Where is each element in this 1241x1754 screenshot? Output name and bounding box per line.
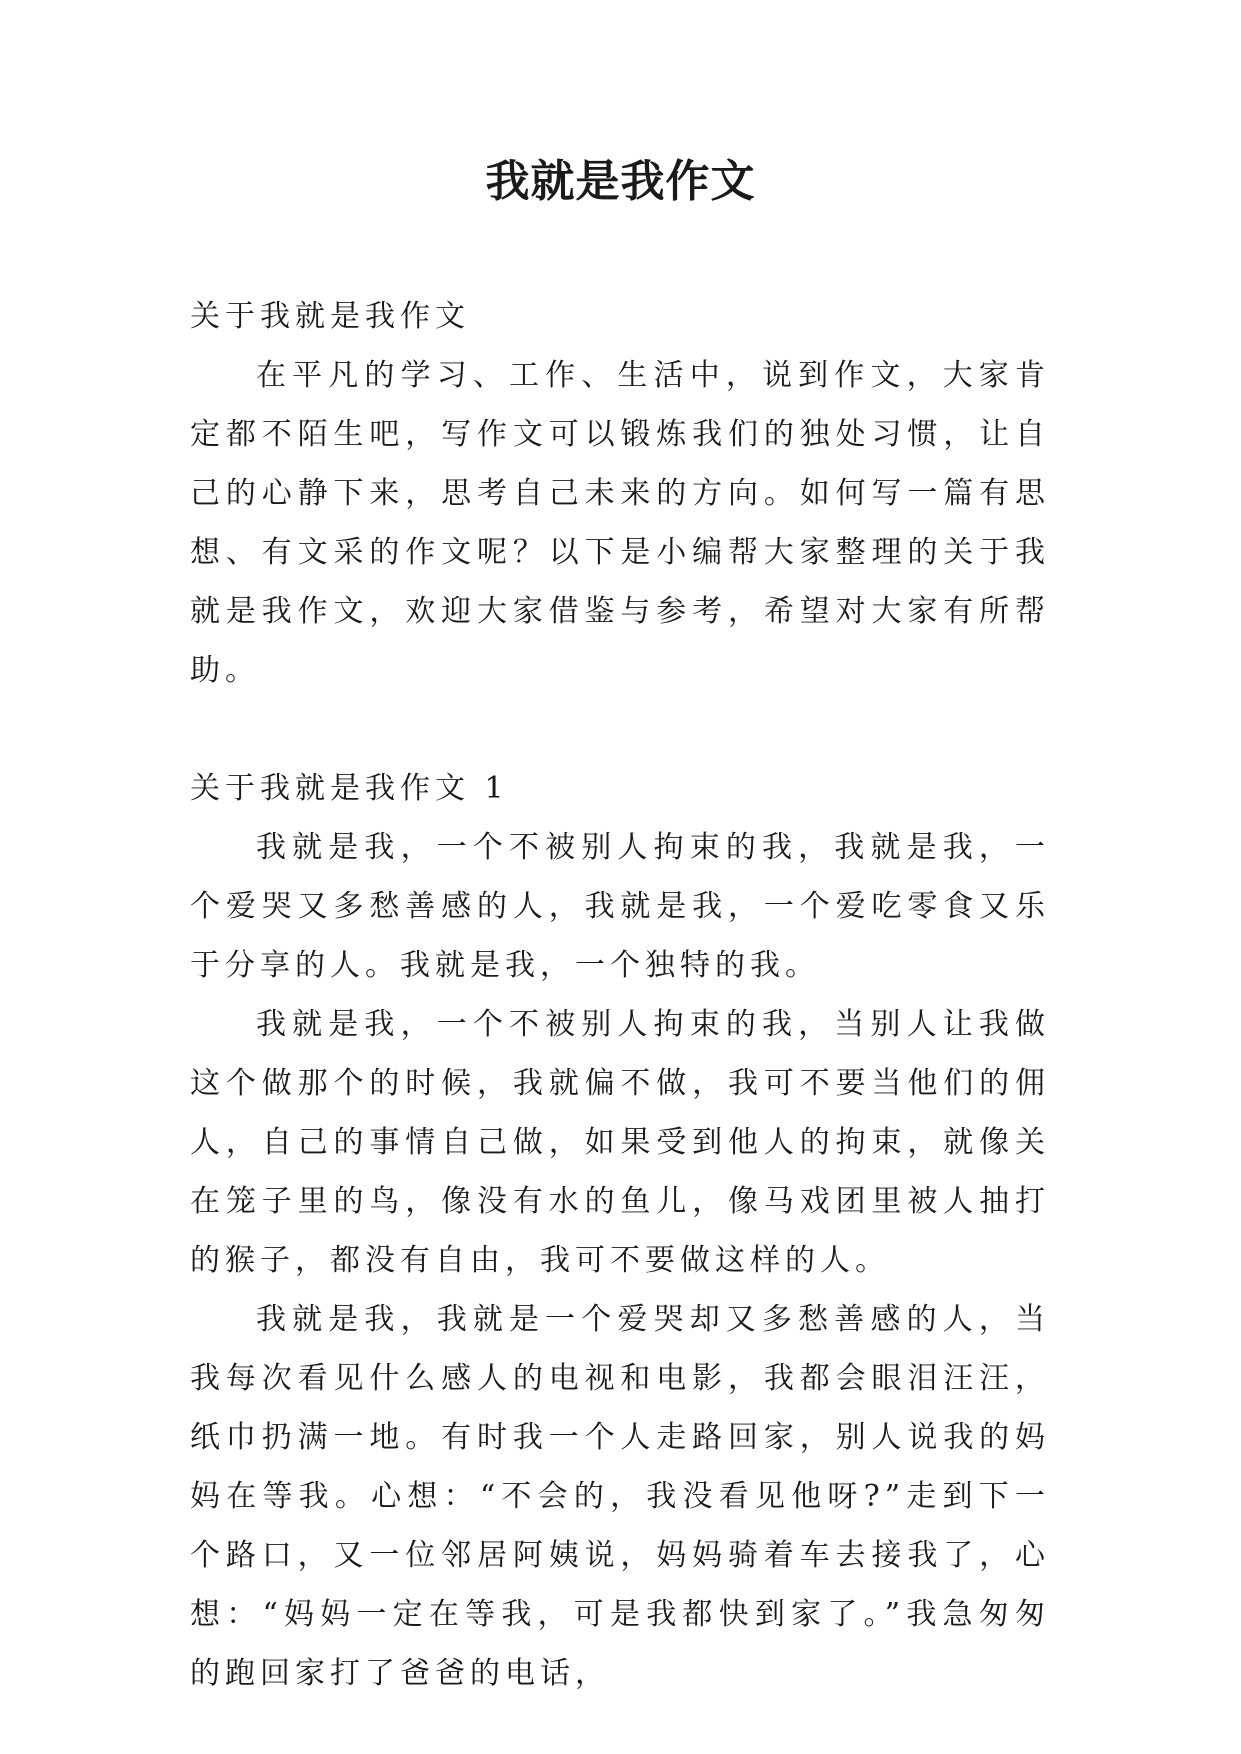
body-paragraph-1: 我就是我，一个不被别人拘束的我，我就是我，一个爱哭又多愁善感的人，我就是我，一个爱吃零食又乐于分享的人。我就是我，一个独特的我。 [190,830,1050,983]
page-title: 我就是我作文 [485,156,756,207]
body-paragraph-3: 我就是我，我就是一个爱哭却又多愁善感的人，当我每次看见什么感人的电视和电影，我都会眼泪汪汪，纸巾扔满一地。有时我一个人走路回家，别人说我的妈妈在等我。心想：“不会的，我没看见他呀?”走到下一个路口，又一位邻居阿姨说，妈妈骑着车去接我了，心想：“妈妈一定在等我，可是我都快到家了。”我急匆匆的跑回家打了爸爸的电话， [190,1302,1050,1691]
section-spacer [190,700,1050,759]
section-heading: 关于我就是我作文 1 [190,771,509,806]
intro-paragraph: 在平凡的学习、工作、生活中，说到作文，大家肯定都不陌生吧，写作文可以锻炼我们的独处习惯，让自己的心静下来，思考自己未来的方向。如何写一篇有思想、有文采的作文呢？以下是小编帮大家整理的关于我就是我作文，欢迎大家借鉴与参考，希望对大家有所帮助。 [190,358,1050,688]
body-paragraph-2: 我就是我，一个不被别人拘束的我，当别人让我做这个做那个的时候，我就偏不做，我可不要当他们的佣人，自己的事情自己做，如果受到他人的拘束，就像关在笼子里的鸟，像没有水的鱼儿，像马戏团里被人抽打的猴子，都没有自由，我可不要做这样的人。 [190,1007,1050,1278]
document-body [190,287,1050,1703]
intro-heading: 关于我就是我作文 [190,299,470,334]
